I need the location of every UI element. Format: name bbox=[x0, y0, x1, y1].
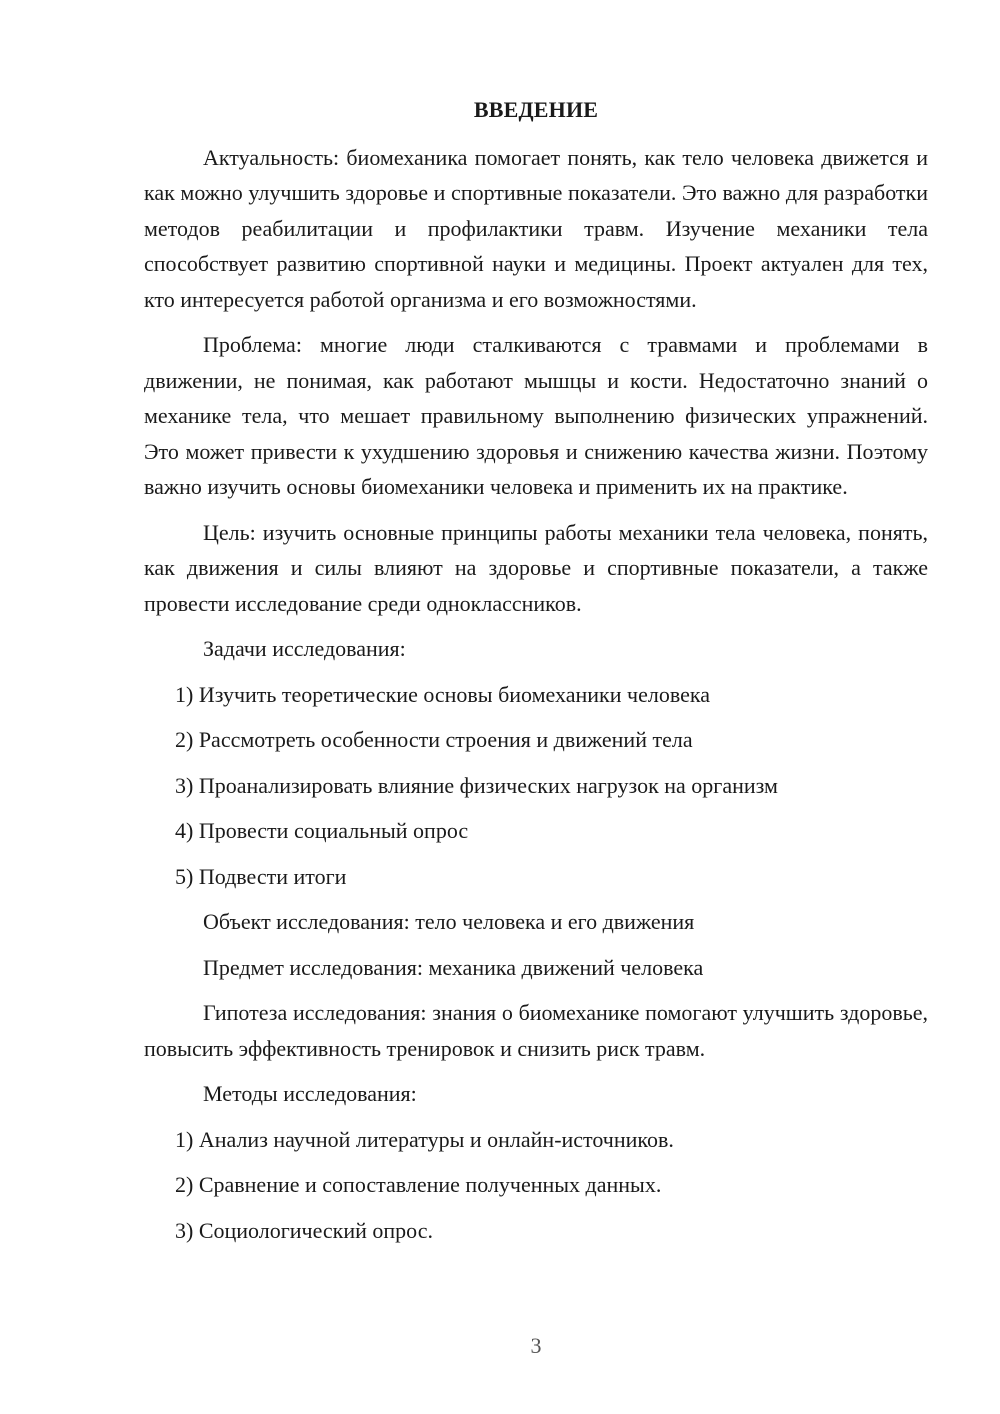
task-item: 1) Изучить теоретические основы биомеханики человека bbox=[175, 681, 710, 707]
task-item: 5) Подвести итоги bbox=[175, 863, 347, 889]
method-item: 1) Анализ научной литературы и онлайн-источников. bbox=[175, 1126, 674, 1152]
method-item: 2) Сравнение и сопоставление полученных данных. bbox=[175, 1172, 662, 1197]
research-subject: Предмет исследования: механика движений человека bbox=[203, 954, 704, 980]
task-item: 3) Проанализировать влияние физических нагрузок на организм bbox=[175, 772, 778, 798]
method-item: 3) Социологический опрос. bbox=[175, 1217, 433, 1243]
task-item: 4) Провести социальный опрос bbox=[175, 818, 469, 843]
page-number: 3 bbox=[530, 1333, 542, 1358]
methods-heading: Методы исследования: bbox=[203, 1081, 417, 1106]
problem-paragraph: Проблема: многие люди сталкиваются с травмами и проблемами в движении, не понимая, как работают мышцы и кости. Недостаточно знаний о механике тела, что мешает правильному выполнению физических упражнений. Это может привести к ухудшению здоровья и снижению качества жизни. Поэтому важно изучить основы биомеханики человека и применить их на практике. bbox=[144, 332, 928, 499]
goal-paragraph: Цель: изучить основные принципы работы механики тела человека, понять, как движения и силы влияют на здоровье и спортивные показатели, а также провести исследование среди одноклассников. bbox=[144, 519, 928, 616]
hypothesis-paragraph: Гипотеза исследования: знания о биомеханике помогают улучшить здоровье, повысить эффективность тренировок и снизить риск травм. bbox=[144, 1000, 928, 1061]
page-content bbox=[144, 92, 928, 1258]
tasks-heading: Задачи исследования: bbox=[203, 636, 406, 661]
task-item: 2) Рассмотреть особенности строения и движений тела bbox=[175, 727, 693, 752]
relevance-paragraph: Актуальность: биомеханика помогает понять, как тело человека движется и как можно улучшить здоровье и спортивные показатели. Это важно для разработки методов реабилитации и профилактики травм. Изучение механики тела способствует развитию спортивной науки и медицины. Проект актуален для тех, кто интересуется работой организма и его возможностями. bbox=[144, 144, 928, 312]
page-title: ВВЕДЕНИЕ bbox=[473, 97, 599, 122]
research-object: Объект исследования: тело человека и его движения bbox=[203, 909, 695, 934]
